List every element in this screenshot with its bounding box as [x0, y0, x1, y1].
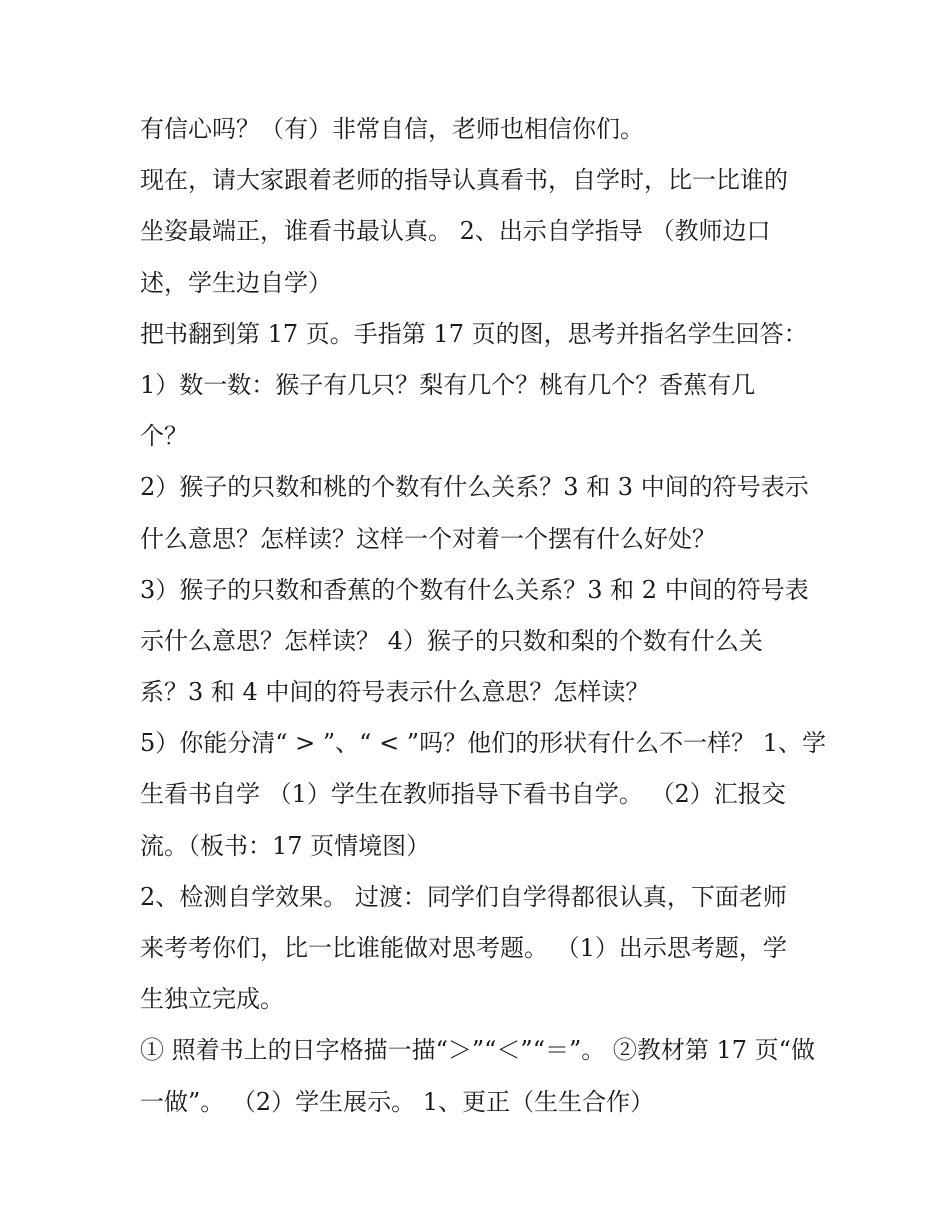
text-line: 现在，请大家跟着老师的指导认真看书，自学时，比一比谁的 [140, 166, 788, 195]
text-line: 有信心吗？（有）非常自信，老师也相信你们。 [140, 115, 644, 143]
text-line: 1）数一数：猴子有几只？梨有几个？桃有几个？香蕉有几 [140, 370, 756, 399]
text-line: 坐姿最端正，谁看书最认真。 2、出示自学指导 （教师边口 [140, 217, 771, 246]
text-line: 什么意思？怎样读？这样一个对着一个摆有什么好处？ [140, 524, 716, 553]
text-line: 来考考你们，比一比谁能做对思考题。 （1）出示思考题，学 [140, 934, 787, 962]
text-line: 生独立完成。 [140, 985, 284, 1014]
text-line: 3）猴子的只数和香蕉的个数有什么关系？3 和 2 中间的符号表 [140, 575, 809, 604]
text-line: 示什么意思？怎样读？ 4）猴子的只数和梨的个数有什么关 [140, 626, 763, 655]
text-line: 5）你能分清“ > ”、“ < ”吗？他们的形状有什么不一样？ 1、学 [140, 729, 826, 758]
document-body [140, 104, 826, 1128]
text-line: 把书翻到第 17 页。手指第 17 页的图，思考并指名学生回答： [140, 319, 808, 348]
text-line: 2、检测自学效果。 过渡：同学们自学得都很认真，下面老师 [140, 882, 787, 911]
text-line: 2）猴子的只数和桃的个数有什么关系？3 和 3 中间的符号表示 [140, 473, 809, 502]
text-line: 系？3 和 4 中间的符号表示什么意思？怎样读？ [140, 678, 650, 707]
text-line: 一做”。 （2）学生展示。 1、更正（生生合作） [140, 1087, 655, 1116]
text-line: 述，学生边自学） [140, 268, 332, 297]
text-line: ① 照着书上的日字格描一描“＞”“＜”“＝”。 ②教材第 17 页“做 [140, 1036, 815, 1065]
text-line: 生看书自学 （1）学生在教师指导下看书自学。 （2）汇报交 [140, 780, 786, 809]
text-line: 流。（板书：17 页情境图） [140, 831, 431, 860]
text-line: 个？ [140, 422, 188, 451]
